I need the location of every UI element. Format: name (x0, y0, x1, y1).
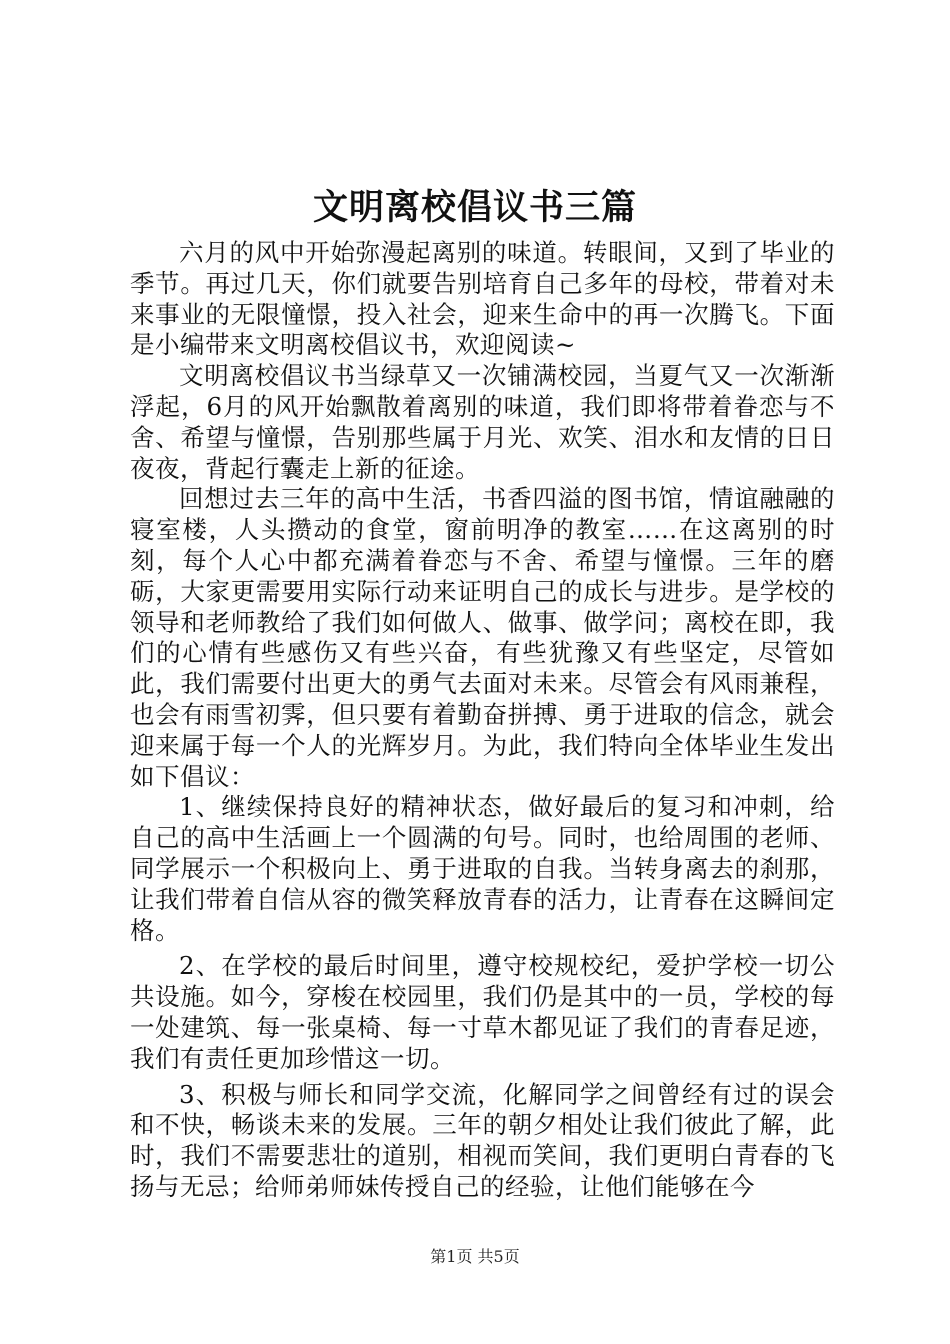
paragraph-recollection: 回想过去三年的高中生活，书香四溢的图书馆，情谊融融的寝室楼，人头攒动的食堂，窗前明净的教室……在这离别的时刻，每个人心中都充满着眷恋与不舍、希望与憧憬。三年的磨砺，大家更需要用实际行动来证明自己的成长与进步。是学校的领导和老师教给了我们如何做人、做事、做学问；离校在即，我们的心情有些感伤又有些兴奋，有些犹豫又有些坚定，尽管如此，我们需要付出更大的勇气去面对未来。尽管会有风雨兼程，也会有雨雪初霁，但只要有着勤奋拼搏、勇于进取的信念，就会迎来属于每一个人的光辉岁月。为此，我们特向全体毕业生发出如下倡议： (130, 484, 835, 791)
page-footer: 第1页 共5页 (430, 1247, 520, 1266)
paragraph-intro: 六月的风中开始弥漫起离别的味道。转眼间，又到了毕业的季节。再过几天，你们就要告别培育自己多年的母校，带着对未来事业的无限憧憬，投入社会，迎来生命中的再一次腾飞。下面是小编带来文明离校倡议书，欢迎阅读~ (130, 238, 835, 360)
paragraph-opening: 文明离校倡议书当绿草又一次铺满校园，当夏气又一次渐渐浮起，6月的风开始飘散着离别的味道，我们即将带着眷恋与不舍、希望与憧憬，告别那些属于月光、欢笑、泪水和友情的日日夜夜，背起行囊走上新的征途。 (130, 361, 835, 483)
document-title: 文明离校倡议书三篇 (312, 187, 637, 228)
paragraph-proposal-1: 1、继续保持良好的精神状态，做好最后的复习和冲刺，给自己的高中生活画上一个圆满的句号。同时，也给周围的老师、同学展示一个积极向上、勇于进取的自我。当转身离去的刹那，让我们带着自信从容的微笑释放青春的活力，让青春在这瞬间定格。 (130, 792, 835, 945)
paragraph-proposal-3: 3、积极与师长和同学交流，化解同学之间曾经有过的误会和不快，畅谈未来的发展。三年的朝夕相处让我们彼此了解，此时，我们不需要悲壮的道别，相视而笑间，我们更明白青春的飞扬与无忌；给师弟师妹传授自己的经验，让他们能够在今 (130, 1079, 835, 1201)
document-body (130, 238, 835, 1203)
paragraph-proposal-2: 2、在学校的最后时间里，遵守校规校纪，爱护学校一切公共设施。如今，穿梭在校园里，我们仍是其中的一员，学校的每一处建筑、每一张桌椅、每一寸草木都见证了我们的青春足迹，我们有责任更加珍惜这一切。 (130, 951, 835, 1073)
